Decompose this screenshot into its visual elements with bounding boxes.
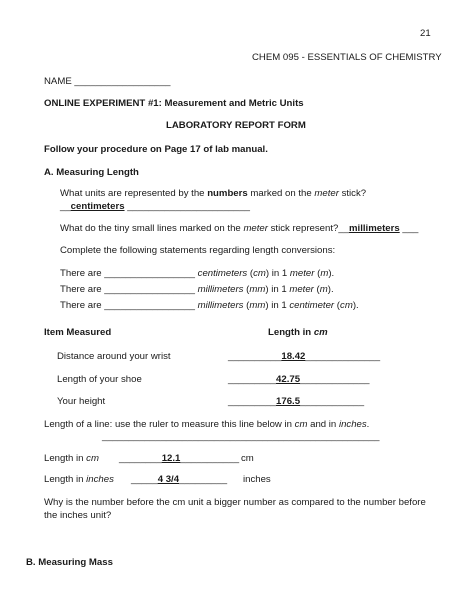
conversion-unit-a: millimeters xyxy=(197,300,244,311)
line-instruction-text: Length of a line: use the ruler to measure this line below in xyxy=(44,419,295,430)
table-header-length-label: Length in xyxy=(268,327,314,338)
value-trail: _________ xyxy=(179,474,228,485)
conversion-intro: Complete the following statements regarding length conversions: xyxy=(60,245,336,256)
value-trail: ______________ xyxy=(305,351,381,362)
line-instruction-unit-b: inches xyxy=(338,419,367,430)
value-trail: ___________ xyxy=(180,453,240,464)
line-instruction-text: and in xyxy=(307,419,339,430)
conversion-abbr-a: cm xyxy=(253,268,266,279)
value-text: 42.75 xyxy=(276,374,301,385)
q1-answer-trail: _______________________ xyxy=(124,201,250,212)
value-text: 12.1 xyxy=(161,453,181,464)
name-field[interactable]: NAME __________________ xyxy=(44,76,171,87)
question-tiny-lines xyxy=(60,223,418,234)
q2-answer-value[interactable]: millimeters xyxy=(349,223,400,234)
conversion-text: ) in 1 xyxy=(265,300,290,311)
conversion-blank: There are _________________ xyxy=(60,300,198,311)
table-row-value[interactable] xyxy=(228,396,364,407)
conversion-abbr-b: m xyxy=(320,268,329,279)
conversion-abbr-a: mm xyxy=(249,284,266,295)
section-a-heading: A. Measuring Length xyxy=(44,167,139,178)
conversion-statement[interactable] xyxy=(60,268,334,279)
value-text: 176.5 xyxy=(276,396,301,407)
table-row-label: Distance around your wrist xyxy=(57,351,171,362)
length-inches-label-unit: inches xyxy=(86,474,114,485)
conversion-blank: There are _________________ xyxy=(60,268,198,279)
q1-text-pre: What units are represented by the xyxy=(60,188,208,199)
table-header-length xyxy=(268,327,328,338)
answer-units-numbers[interactable] xyxy=(60,201,250,212)
line-instruction xyxy=(44,419,369,430)
value-lead: _____ xyxy=(131,474,158,485)
table-row-value[interactable] xyxy=(228,351,380,362)
length-inches-label xyxy=(44,474,114,485)
q1-text-italic: meter xyxy=(314,188,339,199)
length-cm-label xyxy=(44,453,99,464)
value-lead: _________ xyxy=(228,374,277,385)
conversion-text: ). xyxy=(352,300,359,311)
length-inches-answer[interactable] xyxy=(131,474,227,485)
conversion-unit-b: centimeter xyxy=(289,300,335,311)
q2-text-post: stick represent? xyxy=(267,223,339,234)
length-inches-label-text: Length in xyxy=(44,474,87,485)
conversion-blank: There are _________________ xyxy=(60,284,198,295)
section-b-heading: B. Measuring Mass xyxy=(26,557,113,568)
conversion-text: ). xyxy=(328,268,335,279)
conversion-text: ( xyxy=(243,300,250,311)
q2-answer-lead: __ xyxy=(338,223,350,234)
conversion-text: ) in 1 xyxy=(265,268,290,279)
conversion-statement[interactable] xyxy=(60,300,359,311)
conversion-text: ( xyxy=(334,300,341,311)
table-header-item: Item Measured xyxy=(44,327,112,338)
conversion-unit-b: meter xyxy=(289,284,314,295)
conversion-unit-b: meter xyxy=(289,268,315,279)
conversion-unit-a: centimeters xyxy=(197,268,248,279)
q1-text-bold: numbers xyxy=(207,188,248,199)
question-units-numbers xyxy=(60,188,366,199)
q2-answer-trail: ___ xyxy=(399,223,419,234)
conversion-text: ( xyxy=(314,268,321,279)
length-cm-label-text: Length in xyxy=(44,453,87,464)
length-inches-unit: inches xyxy=(243,474,271,485)
conversion-abbr-a: mm xyxy=(249,300,266,311)
table-row-label: Your height xyxy=(57,396,106,407)
conversion-text: ) in 1 xyxy=(265,284,290,295)
table-header-length-unit: cm xyxy=(313,327,328,338)
course-title: CHEM 095 - ESSENTIALS OF CHEMISTRY xyxy=(252,52,442,63)
conversion-abbr-b: m xyxy=(319,284,328,295)
form-title: LABORATORY REPORT FORM xyxy=(166,120,306,131)
value-text: 18.42 xyxy=(281,351,306,362)
value-text: 4 3/4 xyxy=(157,474,180,485)
value-trail: ____________ xyxy=(300,396,365,407)
q1-text-post: stick? xyxy=(338,188,367,199)
table-row-value[interactable] xyxy=(228,374,369,385)
q2-text-italic: meter xyxy=(243,223,268,234)
conversion-text: ( xyxy=(243,284,250,295)
table-row-label: Length of your shoe xyxy=(57,374,142,385)
q1-answer-value: centimeters xyxy=(70,201,125,212)
line-instruction-unit-a: cm xyxy=(294,419,308,430)
procedure-note: Follow your procedure on Page 17 of lab manual. xyxy=(44,144,268,155)
q2-text-pre: What do the tiny small lines marked on the xyxy=(60,223,244,234)
q1-answer-lead: __ xyxy=(60,201,71,212)
conversion-abbr-b: cm xyxy=(340,300,353,311)
q1-text-mid: marked on the xyxy=(247,188,315,199)
page-number: 21 xyxy=(420,28,431,39)
value-lead: __________ xyxy=(228,351,282,362)
experiment-title: ONLINE EXPERIMENT #1: Measurement and Metric Units xyxy=(44,98,304,109)
value-trail: _____________ xyxy=(300,374,370,385)
length-cm-unit: cm xyxy=(241,453,254,464)
length-cm-answer[interactable] xyxy=(119,453,239,464)
conversion-text: ( xyxy=(247,268,254,279)
why-question-line2: the inches unit? xyxy=(44,510,112,521)
measure-line: ____________________________________________________ xyxy=(102,431,380,442)
value-lead: ________ xyxy=(119,453,162,464)
conversion-unit-a: millimeters xyxy=(197,284,244,295)
line-instruction-text: . xyxy=(366,419,370,430)
length-cm-label-unit: cm xyxy=(86,453,99,464)
value-lead: _________ xyxy=(228,396,277,407)
conversion-text: ). xyxy=(327,284,334,295)
conversion-text: ( xyxy=(313,284,320,295)
conversion-statement[interactable] xyxy=(60,284,334,295)
why-question-line1: Why is the number before the cm unit a bigger number as compared to the number before xyxy=(44,497,426,508)
